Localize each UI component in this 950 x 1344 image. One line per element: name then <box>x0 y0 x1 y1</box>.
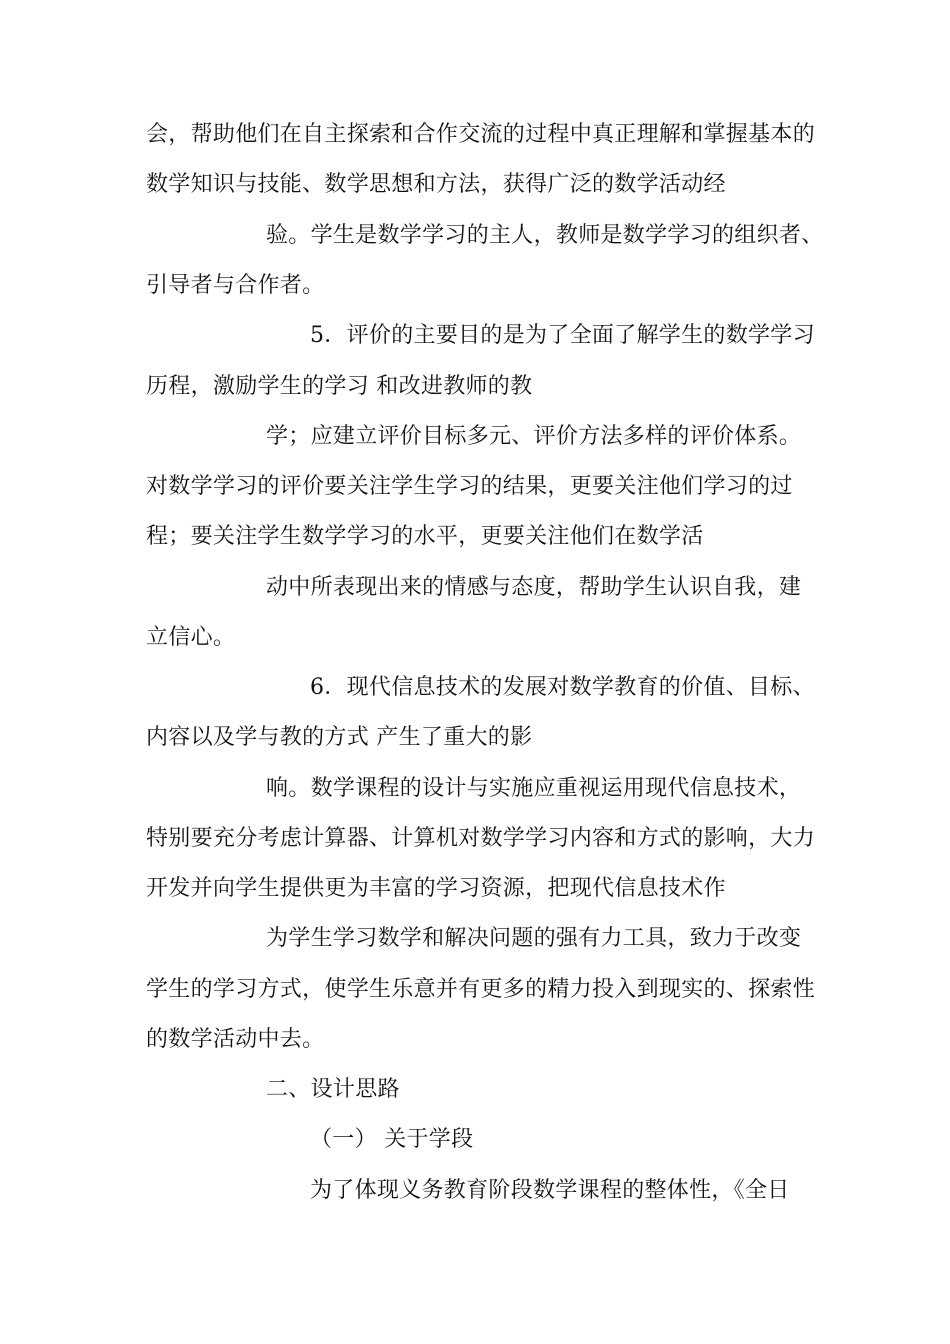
section-heading: 二、设计思路 <box>266 1077 400 1102</box>
text-line: 引导者与合作者。 <box>146 273 325 298</box>
text-line: 学生的学习方式，使学生乐意并有更多的精力投入到现实的、探索性 <box>146 977 816 1002</box>
text-line: 动中所表现出来的情感与态度，帮助学生认识自我，建 <box>266 575 802 600</box>
text-line: 学；应建立评价目标多元、评价方法多样的评价体系。 <box>266 424 802 449</box>
text-line: 的数学活动中去。 <box>146 1027 325 1052</box>
text-line: 内容以及学与教的方式 产生了重大的影 <box>146 725 533 750</box>
text-line: 特别要充分考虑计算器、计算机对数学学习内容和方式的影响，大力 <box>146 826 816 851</box>
text-line: 验。学生是数学学习的主人，教师是数学学习的组织者、 <box>266 223 824 248</box>
text-line: 会，帮助他们在自主探索和合作交流的过程中真正理解和掌握基本的 <box>146 122 816 147</box>
text-line: 历程，激励学生的学习 和改进教师的教 <box>146 374 533 399</box>
text-line: 为学生学习数学和解决问题的强有力工具，致力于改变 <box>266 926 802 951</box>
text-line: 立信心。 <box>146 625 236 650</box>
text-line: 数学知识与技能、数学思想和方法，获得广泛的数学活动经 <box>146 172 726 197</box>
text-line: 5．评价的主要目的是为了全面了解学生的数学学习 <box>310 323 815 348</box>
subsection-heading: （一） 关于学段 <box>310 1127 474 1152</box>
text-line: 对数学学习的评价要关注学生学习的结果，更要关注他们学习的过 <box>146 474 793 499</box>
text-line: 6．现代信息技术的发展对数学教育的价值、目标、 <box>310 675 815 700</box>
text-line: 程；要关注学生数学学习的水平，更要关注他们在数学活 <box>146 524 704 549</box>
text-line: 响。数学课程的设计与实施应重视运用现代信息技术， <box>266 776 802 801</box>
text-line: 开发并向学生提供更为丰富的学习资源，把现代信息技术作 <box>146 876 726 901</box>
text-line: 为了体现义务教育阶段数学课程的整体性，《全日 <box>310 1178 790 1203</box>
